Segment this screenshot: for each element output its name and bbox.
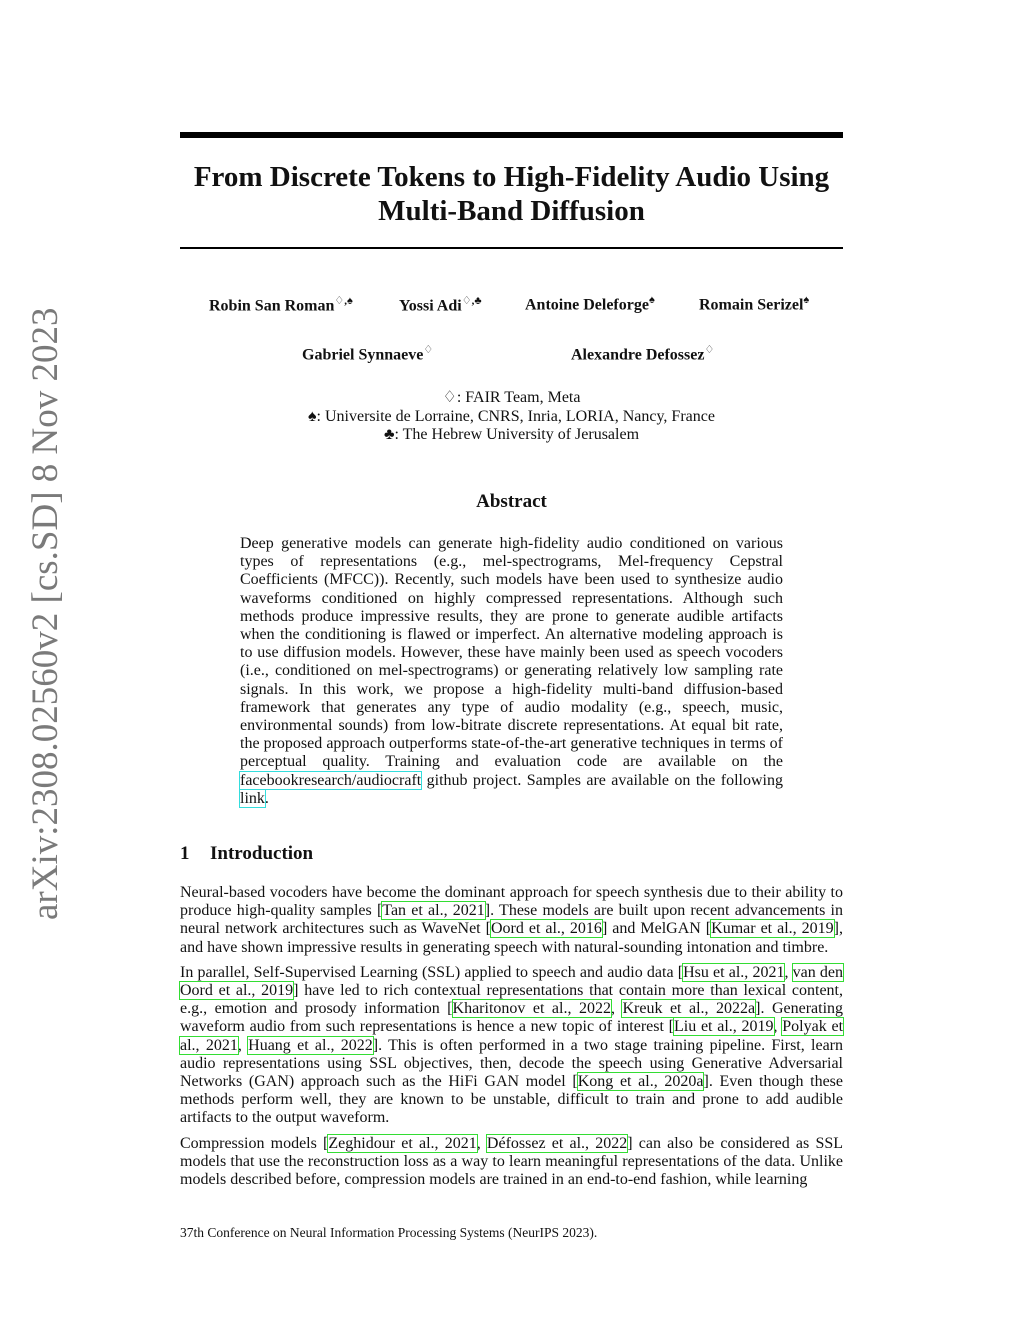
intro-paragraph-2: In parallel, Self-Supervised Learning (SSL) applied to speech and audio data [Hsu et al., 2021, van den Oord et al., 2019] have led to rich contextual representations that contain more than lexical content, e.g., emotion and prosody information [Kharitonov et al., 2022, Kreuk et al., 2022a]. Generating waveform audio from such representations is hence a new topic of interest [Liu et al., 2019, Polyak et al., 2021, Huang et al., 2022]. This is often performed in a two stage training pipeline. First, learn audio representations using SSL objectives, then, decode the speech using Generative Adversarial Networks (GAN) approach such as the HiFi GAN model [Kong et al., 2020a]. Even though these methods perform well, they are known to be unstable, difficult to train and prone to add audible artifacts to the output waveform. [180,963,844,1127]
citation-link[interactable]: Kumar et al., 2019 [711,920,834,938]
citation-link[interactable]: Défossez et al., 2022 [486,1134,628,1152]
abstract-heading: Abstract [476,491,547,512]
samples-link[interactable]: link [240,789,265,807]
author-gabriel-synnaeve: Gabriel Synnaeve♢ [302,344,434,364]
title-bottom-rule [180,247,843,249]
author-alexandre-defossez: Alexandre Defossez♢ [571,344,715,364]
venue-footnote: 37th Conference on Neural Information Processing Systems (NeurIPS 2023). [180,1225,598,1240]
citation-link[interactable]: Kong et al., 2020a [577,1073,704,1091]
affiliation-hebrew-university: ♣: The Hebrew University of Jerusalem [383,426,640,443]
affiliation-fair: ♢: FAIR Team, Meta [442,389,581,406]
section-title: Introduction [210,843,314,864]
audiocraft-repo-link[interactable]: facebookresearch/audiocraft [240,771,422,789]
abstract-body: Deep generative models can generate high-fidelity audio conditioned on various types of representations (e.g., mel-spectrograms, Mel-frequency Cepstral Coefficients (MFCC)). Recently, such models have been used to synthesize audio waveforms conditioned on highly compressed representations. Although such methods produce impressive results, they are prone to generate audible artifacts when the conditioning is flawed or imperfect. An alternative modeling approach is to use diffusion models. However, these have mainly been used as speech vocoders (i.e., conditioned on mel-spectrograms) or generating relatively low sampling rate signals. In this work, we propose a high-fidelity multi-band diffusion-based framework that generates any type of audio modality (e.g., speech, music, environmental sounds) from low-bitrate discrete representations. At equal bit rate, the proposed approach outperforms state-of-the-art generative techniques in terms of perceptual quality. Training and evaluation code are available on the facebookresearch/audiocraft github project. Samples are available on the following link. [240,535,783,807]
citation-link[interactable]: Liu et al., 2019 [674,1018,774,1036]
citation-link[interactable]: Oord et al., 2016 [490,920,602,938]
section-number: 1 [180,843,190,864]
author-robin-san-roman: Robin San Roman♢,♠ [209,295,353,315]
title-line-2: Multi-Band Diffusion [378,195,645,227]
intro-paragraph-3: Compression models [Zeghidour et al., 2021, Défossez et al., 2022] can also be considered as SSL models that use the reconstruction loss as a way to learn meaningful representations of the data. Unlike models described before, compression models are trained in an end-to-end fashion, while learning [180,1134,844,1189]
author-antoine-deleforge: Antoine Deleforge♠ [525,294,655,314]
introduction-body [180,884,843,1196]
citation-link[interactable]: Tan et al., 2021 [382,902,485,920]
citation-link[interactable]: Kreuk et al., 2022a [622,1000,756,1018]
title-top-rule [180,132,843,138]
citation-link[interactable]: Huang et al., 2022 [248,1036,373,1054]
affiliations [180,389,843,445]
paper-title [180,160,843,228]
title-line-1: From Discrete Tokens to High-Fidelity Audio Using [193,161,830,193]
citation-link[interactable]: Hsu et al., 2021 [683,963,785,981]
intro-paragraph-1: Neural-based vocoders have become the dominant approach for speech synthesis due to their ability to produce high-quality samples [Tan et al., 2021]. These models are built upon recent advancements in neural network architectures such as WaveNet [Oord et al., 2016] and MelGAN [Kumar et al., 2019], and have shown impressive results in generating speech with natural-sounding intonation and timbre. [180,884,844,956]
arxiv-identifier-stamp: arXiv:2308.02560v2 [cs.SD] 8 Nov 2023 [25,307,66,920]
affiliation-lorraine: ♠: Universite de Lorraine, CNRS, Inria, LORIA, Nancy, France [308,407,715,425]
author-yossi-adi: Yossi Adi♢,♣ [399,295,482,315]
citation-link[interactable]: Zeghidour et al., 2021 [328,1134,477,1152]
citation-link[interactable]: van den Oord et al., 2019 [180,963,843,1000]
author-romain-serizel: Romain Serizel♠ [699,294,810,314]
citation-link[interactable]: Kharitonov et al., 2022 [452,1000,611,1018]
citation-link[interactable]: Polyak et al., 2021 [180,1018,844,1054]
section-heading-introduction [180,843,313,865]
